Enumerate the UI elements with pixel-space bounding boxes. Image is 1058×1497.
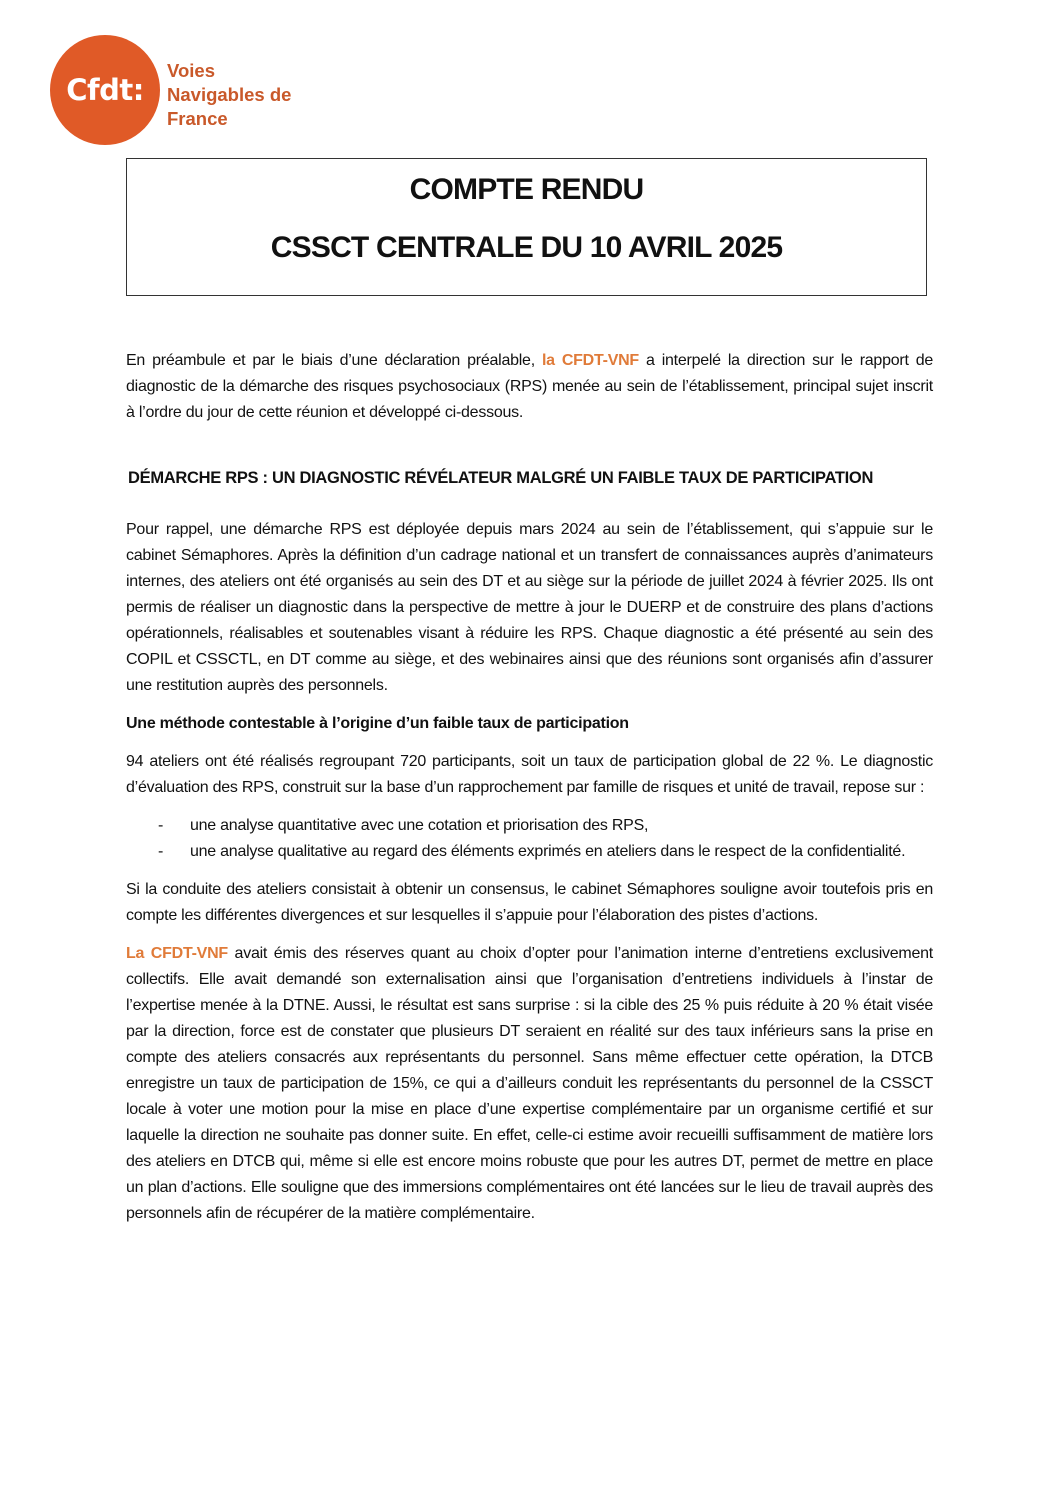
logo-circle-icon: [50, 35, 160, 145]
dash-bullet-icon: -: [158, 843, 164, 860]
paragraph-context: Pour rappel, une démarche RPS est déployée depuis mars 2024 au sein de l’établissement, qui s’appuie sur le cabinet Sémaphores. Après la définition d’un cadrage national et un transfert de connaissances auprès d’animateurs internes, des ateliers ont été organisés au sein des DT et au siège sur la période de juillet 2024 à février 2025. Ils ont permis de réaliser un diagnostic dans la perspective de mettre à jour le DUERP et de construire des plans d’actions opérationnels, réalisables et soutenables visant à réduire les RPS. Chaque diagnostic a été présenté au sein des COPIL et CSSCTL, en DT comme au siège, et des webinaires ainsi que des réunions sont organisés afin d’assurer une restitution auprès des personnels.: [126, 521, 933, 694]
document-title: COMPTE RENDU: [409, 173, 644, 206]
list-item-text: une analyse qualitative au regard des éléments exprimés en ateliers dans le respect de la confidentialité.: [190, 843, 906, 860]
logo-org-line: Navigables de: [167, 84, 292, 105]
logo-org-line: France: [167, 108, 228, 129]
intro-text-after: a interpelé la direction sur le rapport de diagnostic de la démarche des risques psychosociaux (RPS) menée au sein de l’établissement, principal sujet inscrit à l’ordre du jour de cette réunion et développé ci-dessous.: [126, 352, 933, 421]
analysis-list: [126, 813, 933, 865]
document-subtitle: CSSCT CENTRALE DU 10 AVRIL 2025: [270, 231, 783, 264]
cfdt-vnf-highlight: La CFDT-VNF: [126, 945, 228, 962]
cfdt-logo: [50, 35, 360, 145]
intro-paragraph: [126, 348, 933, 426]
subheading: Une méthode contestable à l’origine d’un faible taux de participation: [126, 715, 629, 732]
paragraph-consensus: Si la conduite des ateliers consistait à obtenir un consensus, le cabinet Sémaphores souligne avoir toutefois pris en compte les différentes divergences et sur lesquelles il s’appuie pour l’élaboration des pistes d’actions.: [126, 881, 933, 924]
intro-text-before: En préambule et par le biais d’une déclaration préalable,: [126, 352, 542, 369]
logo-mark-text: Cfdt:: [66, 73, 144, 107]
cfdt-vnf-highlight: la CFDT-VNF: [541, 352, 639, 369]
logo-org-name: [167, 59, 291, 131]
paragraph-participation: 94 ateliers ont été réalisés regroupant 720 participants, soit un taux de participation global de 22 %. Le diagnostic d’évaluation des RPS, construit sur la base d’un rapprochement par famille de risques et unité de travail, repose sur :: [126, 753, 933, 796]
list-item: [126, 839, 933, 865]
title-box: [126, 158, 927, 296]
list-item-text: une analyse quantitative avec une cotation et priorisation des RPS,: [190, 817, 649, 834]
paragraph-reserves-text: avait émis des réserves quant au choix d’opter pour l’animation interne d’entretiens exclusivement collectifs. Elle avait demandé son externalisation ainsi que l’organisation d’entretiens individuels à l’instar de l’expertise menée à la DTNE. Aussi, le résultat est sans surprise : si la cible des 25 % puis réduite à 20 % était visée par la direction, force est de constater que plusieurs DT seraient en réalité sur des taux inférieurs sans la prise en compte des ateliers consacrés aux représentants du personnel. Sans même effectuer cette opération, la DTCB enregistre un taux de participation de 15%, ce qui a d’ailleurs conduit les représentants du personnel de la CSSCT locale à voter une motion pour la mise en place d’une expertise complémentaire par un organisme certifié et sur laquelle la direction ne souhaite pas donner suite. En effet, celle-ci estime avoir recueilli suffisamment de matière lors des ateliers en DTCB qui, même si elle est encore moins robuste que pour les autres DT, permet de mettre en place un plan d’actions. Elle souligne que des immersions complémentaires ont été lancées sur le lieu de travail auprès des personnels afin de récupérer de la matière complémentaire.: [126, 945, 933, 1222]
section-body: [126, 517, 933, 1227]
paragraph-reserves: [126, 941, 933, 1227]
logo-org-line: Voies: [167, 60, 215, 81]
list-item: [126, 813, 933, 839]
section-heading: DÉMARCHE RPS : UN DIAGNOSTIC RÉVÉLATEUR MALGRÉ UN FAIBLE TAUX DE PARTICIPATION: [128, 469, 874, 487]
dash-bullet-icon: -: [158, 817, 164, 834]
